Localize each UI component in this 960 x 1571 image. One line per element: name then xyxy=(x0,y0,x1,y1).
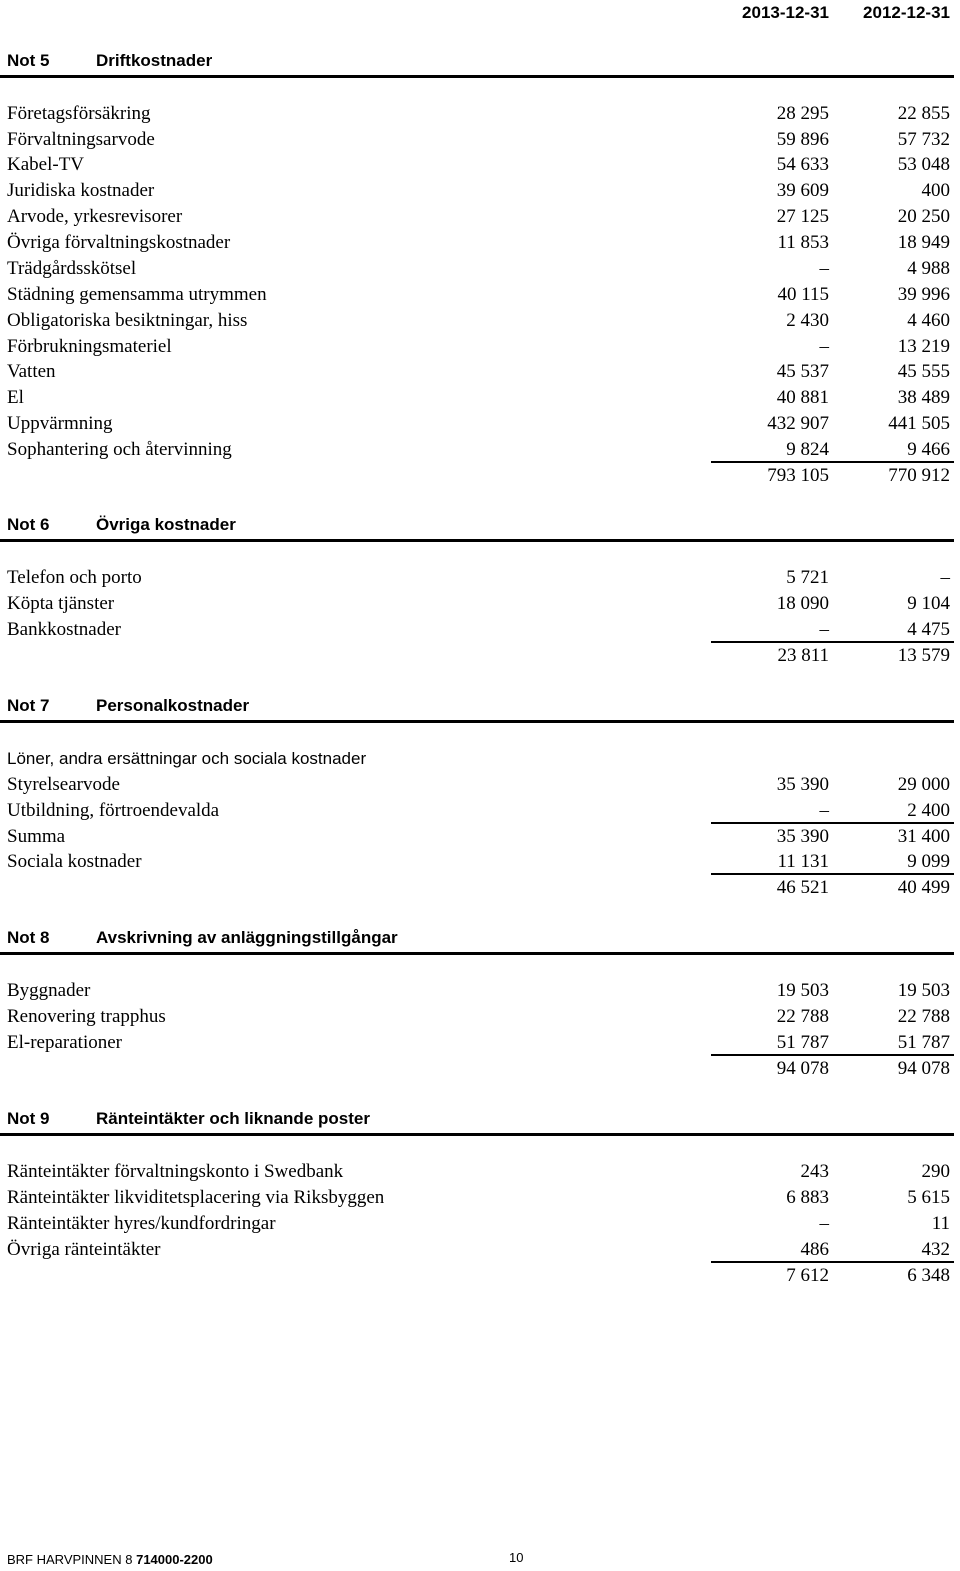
note-title: Avskrivning av anläggningstillgångar xyxy=(96,928,398,947)
value-2012: 4 475 xyxy=(907,619,950,640)
row-label: Obligatoriska besiktningar, hiss xyxy=(7,310,248,331)
value-2013: 5 721 xyxy=(786,567,829,588)
total-2012: 770 912 xyxy=(888,465,950,486)
row-label: Övriga förvaltningskostnader xyxy=(7,232,231,253)
value-2012: 45 555 xyxy=(897,361,950,382)
value-2012: 29 000 xyxy=(897,774,950,795)
value-2012: 51 787 xyxy=(897,1032,950,1053)
value-2013: 40 115 xyxy=(777,284,829,305)
value-2012: 2 400 xyxy=(907,800,950,821)
row-label: Sophantering och återvinning xyxy=(7,439,232,460)
table-row xyxy=(0,437,960,463)
note-7-heading xyxy=(0,694,954,723)
row-label: Styrelsearvode xyxy=(7,774,120,795)
row-label: Uppvärmning xyxy=(7,413,113,434)
note-number: Not 8 xyxy=(7,928,50,947)
note-9-heading xyxy=(0,1107,954,1136)
value-2012: 5 615 xyxy=(907,1187,950,1208)
table-row xyxy=(0,411,960,437)
value-2013: 243 xyxy=(800,1161,829,1182)
total-2013: 793 105 xyxy=(767,465,829,486)
table-row xyxy=(0,1030,960,1056)
row-label: Förvaltningsarvode xyxy=(7,129,155,150)
note-8-heading xyxy=(0,926,954,955)
table-row xyxy=(0,798,960,824)
value-2012: 441 505 xyxy=(888,413,950,434)
value-2012: 11 xyxy=(931,1213,950,1234)
value-2013: 54 633 xyxy=(776,154,829,175)
row-label: Summa xyxy=(7,826,66,847)
value-2012: 20 250 xyxy=(897,206,950,227)
total-2012: 40 499 xyxy=(897,877,950,898)
table-row xyxy=(0,772,960,798)
value-2013: 45 537 xyxy=(776,361,829,382)
table-row xyxy=(0,204,960,230)
row-label: El-reparationer xyxy=(7,1032,122,1053)
table-row xyxy=(0,1211,960,1237)
value-2012: 4 460 xyxy=(907,310,950,331)
value-2012: – xyxy=(940,567,950,588)
total-2013: 23 811 xyxy=(777,645,829,666)
note-number: Not 5 xyxy=(7,51,50,70)
page-number: 10 xyxy=(509,1550,524,1565)
value-2012: 18 949 xyxy=(897,232,950,253)
total-2013: 7 612 xyxy=(786,1265,829,1286)
row-label: Telefon och porto xyxy=(7,567,142,588)
column-headers xyxy=(0,0,960,26)
row-label: Ränteintäkter hyres/kundfordringar xyxy=(7,1213,276,1234)
table-row xyxy=(0,178,960,204)
table-row xyxy=(0,256,960,282)
row-label: Renovering trapphus xyxy=(7,1006,166,1027)
table-row xyxy=(0,978,960,1004)
value-2012: 13 219 xyxy=(897,336,950,357)
row-label: Trädgårdsskötsel xyxy=(7,258,137,279)
value-2012: 22 788 xyxy=(897,1006,950,1027)
value-2013: 28 295 xyxy=(776,103,829,124)
note-title: Övriga kostnader xyxy=(96,515,236,534)
table-row xyxy=(0,1159,960,1185)
row-label: Övriga ränteintäkter xyxy=(7,1239,161,1260)
value-2013: – xyxy=(819,258,829,279)
table-row xyxy=(0,565,960,591)
column-header-2013: 2013-12-31 xyxy=(742,3,829,22)
value-2013: 59 896 xyxy=(776,129,829,150)
value-2012: 57 732 xyxy=(897,129,950,150)
row-label: Ränteintäkter likviditetsplacering via Riksbyggen xyxy=(7,1187,385,1208)
value-2013: – xyxy=(819,800,829,821)
table-row xyxy=(0,1004,960,1030)
value-2012: 39 996 xyxy=(897,284,950,305)
total-row xyxy=(0,1056,960,1082)
total-2013: 94 078 xyxy=(776,1058,829,1079)
note-title: Driftkostnader xyxy=(96,51,213,70)
total-row xyxy=(0,875,960,901)
value-2012: 38 489 xyxy=(897,387,950,408)
footer-org-name: BRF HARVPINNEN 8 xyxy=(7,1552,133,1567)
value-2013: 486 xyxy=(800,1239,829,1260)
value-2013: 11 131 xyxy=(777,851,829,872)
subheading: Löner, andra ersättningar och sociala kostnader xyxy=(7,749,367,768)
row-label: Vatten xyxy=(7,361,56,382)
note-title: Personalkostnader xyxy=(96,696,250,715)
value-2012: 53 048 xyxy=(897,154,950,175)
value-2013: 22 788 xyxy=(776,1006,829,1027)
value-2013: 9 824 xyxy=(786,439,829,460)
table-row xyxy=(0,849,960,875)
value-2013: 18 090 xyxy=(776,593,829,614)
value-2013: – xyxy=(819,619,829,640)
value-2013: 432 907 xyxy=(767,413,829,434)
table-row xyxy=(0,824,960,850)
total-2013: 46 521 xyxy=(776,877,829,898)
value-2012: 4 988 xyxy=(907,258,950,279)
value-2013: – xyxy=(819,336,829,357)
row-label: Byggnader xyxy=(7,980,91,1001)
total-2012: 94 078 xyxy=(897,1058,950,1079)
note-number: Not 7 xyxy=(7,696,50,715)
value-2013: 6 883 xyxy=(786,1187,829,1208)
note-5-heading xyxy=(0,49,954,78)
table-row xyxy=(0,101,960,127)
total-2012: 13 579 xyxy=(897,645,950,666)
table-row xyxy=(0,385,960,411)
value-2013: 35 390 xyxy=(776,826,829,847)
table-row xyxy=(0,1237,960,1263)
row-label: Arvode, yrkesrevisorer xyxy=(7,206,183,227)
row-label: Utbildning, förtroendevalda xyxy=(7,800,220,821)
value-2013: 51 787 xyxy=(776,1032,829,1053)
value-2012: 400 xyxy=(921,180,950,201)
row-label: El xyxy=(7,387,24,408)
value-2013: 11 853 xyxy=(777,232,829,253)
row-label: Ränteintäkter förvaltningskonto i Swedbank xyxy=(7,1161,344,1182)
total-row xyxy=(0,1263,960,1289)
value-2013: 19 503 xyxy=(776,980,829,1001)
table-row xyxy=(0,359,960,385)
value-2012: 9 099 xyxy=(907,851,950,872)
table-row xyxy=(0,334,960,360)
value-2013: 27 125 xyxy=(776,206,829,227)
value-2013: 39 609 xyxy=(776,180,829,201)
value-2013: – xyxy=(819,1213,829,1234)
total-2012: 6 348 xyxy=(907,1265,950,1286)
table-row xyxy=(0,1185,960,1211)
table-row xyxy=(0,591,960,617)
note-title: Ränteintäkter och liknande poster xyxy=(96,1109,370,1128)
total-row xyxy=(0,643,960,669)
total-row xyxy=(0,463,960,489)
note-number: Not 9 xyxy=(7,1109,50,1128)
value-2013: 2 430 xyxy=(786,310,829,331)
note-number: Not 6 xyxy=(7,515,50,534)
table-row xyxy=(0,308,960,334)
value-2012: 290 xyxy=(921,1161,950,1182)
value-2013: 35 390 xyxy=(776,774,829,795)
footer-org xyxy=(7,1552,213,1567)
value-2012: 432 xyxy=(921,1239,950,1260)
row-label: Städning gemensamma utrymmen xyxy=(7,284,267,305)
value-2012: 9 104 xyxy=(907,593,950,614)
row-label: Sociala kostnader xyxy=(7,851,142,872)
value-2013: 40 881 xyxy=(776,387,829,408)
subheading-row xyxy=(0,746,960,772)
column-header-2012: 2012-12-31 xyxy=(863,3,950,22)
table-row xyxy=(0,230,960,256)
table-row xyxy=(0,152,960,178)
value-2012: 9 466 xyxy=(907,439,950,460)
row-label: Köpta tjänster xyxy=(7,593,115,614)
row-label: Förbrukningsmateriel xyxy=(7,336,172,357)
footer-org-number: 714000-2200 xyxy=(136,1552,213,1567)
note-6-heading xyxy=(0,513,954,542)
row-label: Kabel-TV xyxy=(7,154,85,175)
value-2012: 22 855 xyxy=(897,103,950,124)
row-label: Juridiska kostnader xyxy=(7,180,155,201)
row-label: Bankkostnader xyxy=(7,619,121,640)
table-row xyxy=(0,282,960,308)
table-row xyxy=(0,127,960,153)
value-2012: 19 503 xyxy=(897,980,950,1001)
table-row xyxy=(0,617,960,643)
row-label: Företagsförsäkring xyxy=(7,103,151,124)
value-2012: 31 400 xyxy=(897,826,950,847)
